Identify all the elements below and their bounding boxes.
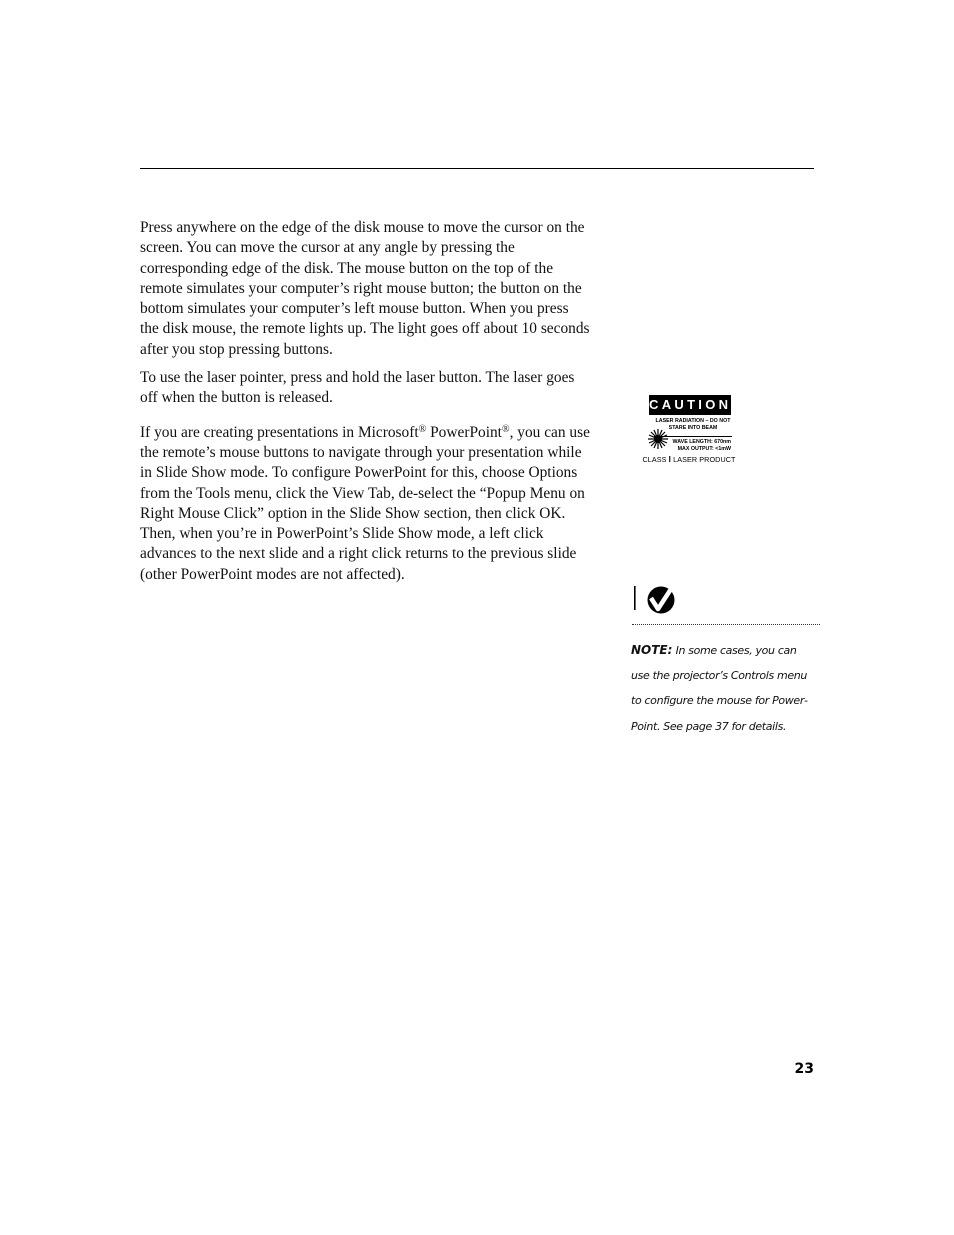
page-number: 23 [794,1061,814,1077]
note-label: NOTE: [631,643,673,657]
caution-class-suffix: LASER PRODUCT [673,455,736,464]
note-check-icon [631,584,679,614]
caution-warning-line1: LASER RADIATION – DO NOT [655,418,731,424]
laser-starburst-icon [647,428,669,450]
caution-header [649,395,731,415]
caution-class-numeral: I [668,455,671,464]
laser-caution-label [641,395,737,467]
paragraph-disk-mouse: Press anywhere on the edge of the disk mouse to move the cursor on the screen. You can move the cursor at any angle by pressing the corresponding edge of the disk. The mouse button on the top of the remote simulates your computer’s right mouse button; the button on the bottom simulates your computer’s left mouse button. When you press the disk mouse, the remote lights up. The light goes off about 10 seconds after you stop pressing buttons. [140,219,590,358]
caution-wavelength: WAVE LENGTH: 670nm [672,439,731,445]
paragraph-powerpoint-part-a: If you are creating presentations in Microsoft [140,423,419,441]
caution-class-prefix: CLASS [642,455,667,464]
paragraph-powerpoint-part-b: PowerPoint [430,423,502,441]
registered-mark: ® [418,423,427,435]
paragraph-laser-pointer: To use the laser pointer, press and hold the laser button. The laser goes off when the button is released. [140,369,575,407]
body-text [140,218,590,593]
caution-warning-line2: STARE INTO BEAM [668,424,718,431]
paragraph-powerpoint [140,423,590,585]
caution-class [641,455,737,464]
note [631,638,817,739]
header-rule [140,168,814,169]
caution-max-output: MAX OUTPUT: <1mW [677,445,731,452]
caution-title: CAUTION [649,397,732,412]
note-body: In some cases, you can use the projector’s Controls menu to configure the mouse for PowerPoint. See page 37 for details. [631,644,808,733]
registered-mark: ® [501,423,510,435]
caution-specs [669,439,731,452]
note-dotted-rule [632,624,820,625]
paragraph-powerpoint-part-c: , you can use the remote’s mouse buttons to navigate through your presentation while in Slide Show mode. To configure PowerPoint for this, choose Options from the Tools menu, click the View Tab, de-select the “Popup Menu on Right Mouse Click” option in the Slide Show section, then click OK. Then, when you’re in PowerPoint’s Slide Show mode, a left click advances to the next slide and a right click returns to the previous slide (other PowerPoint modes are not affected). [140,423,590,583]
